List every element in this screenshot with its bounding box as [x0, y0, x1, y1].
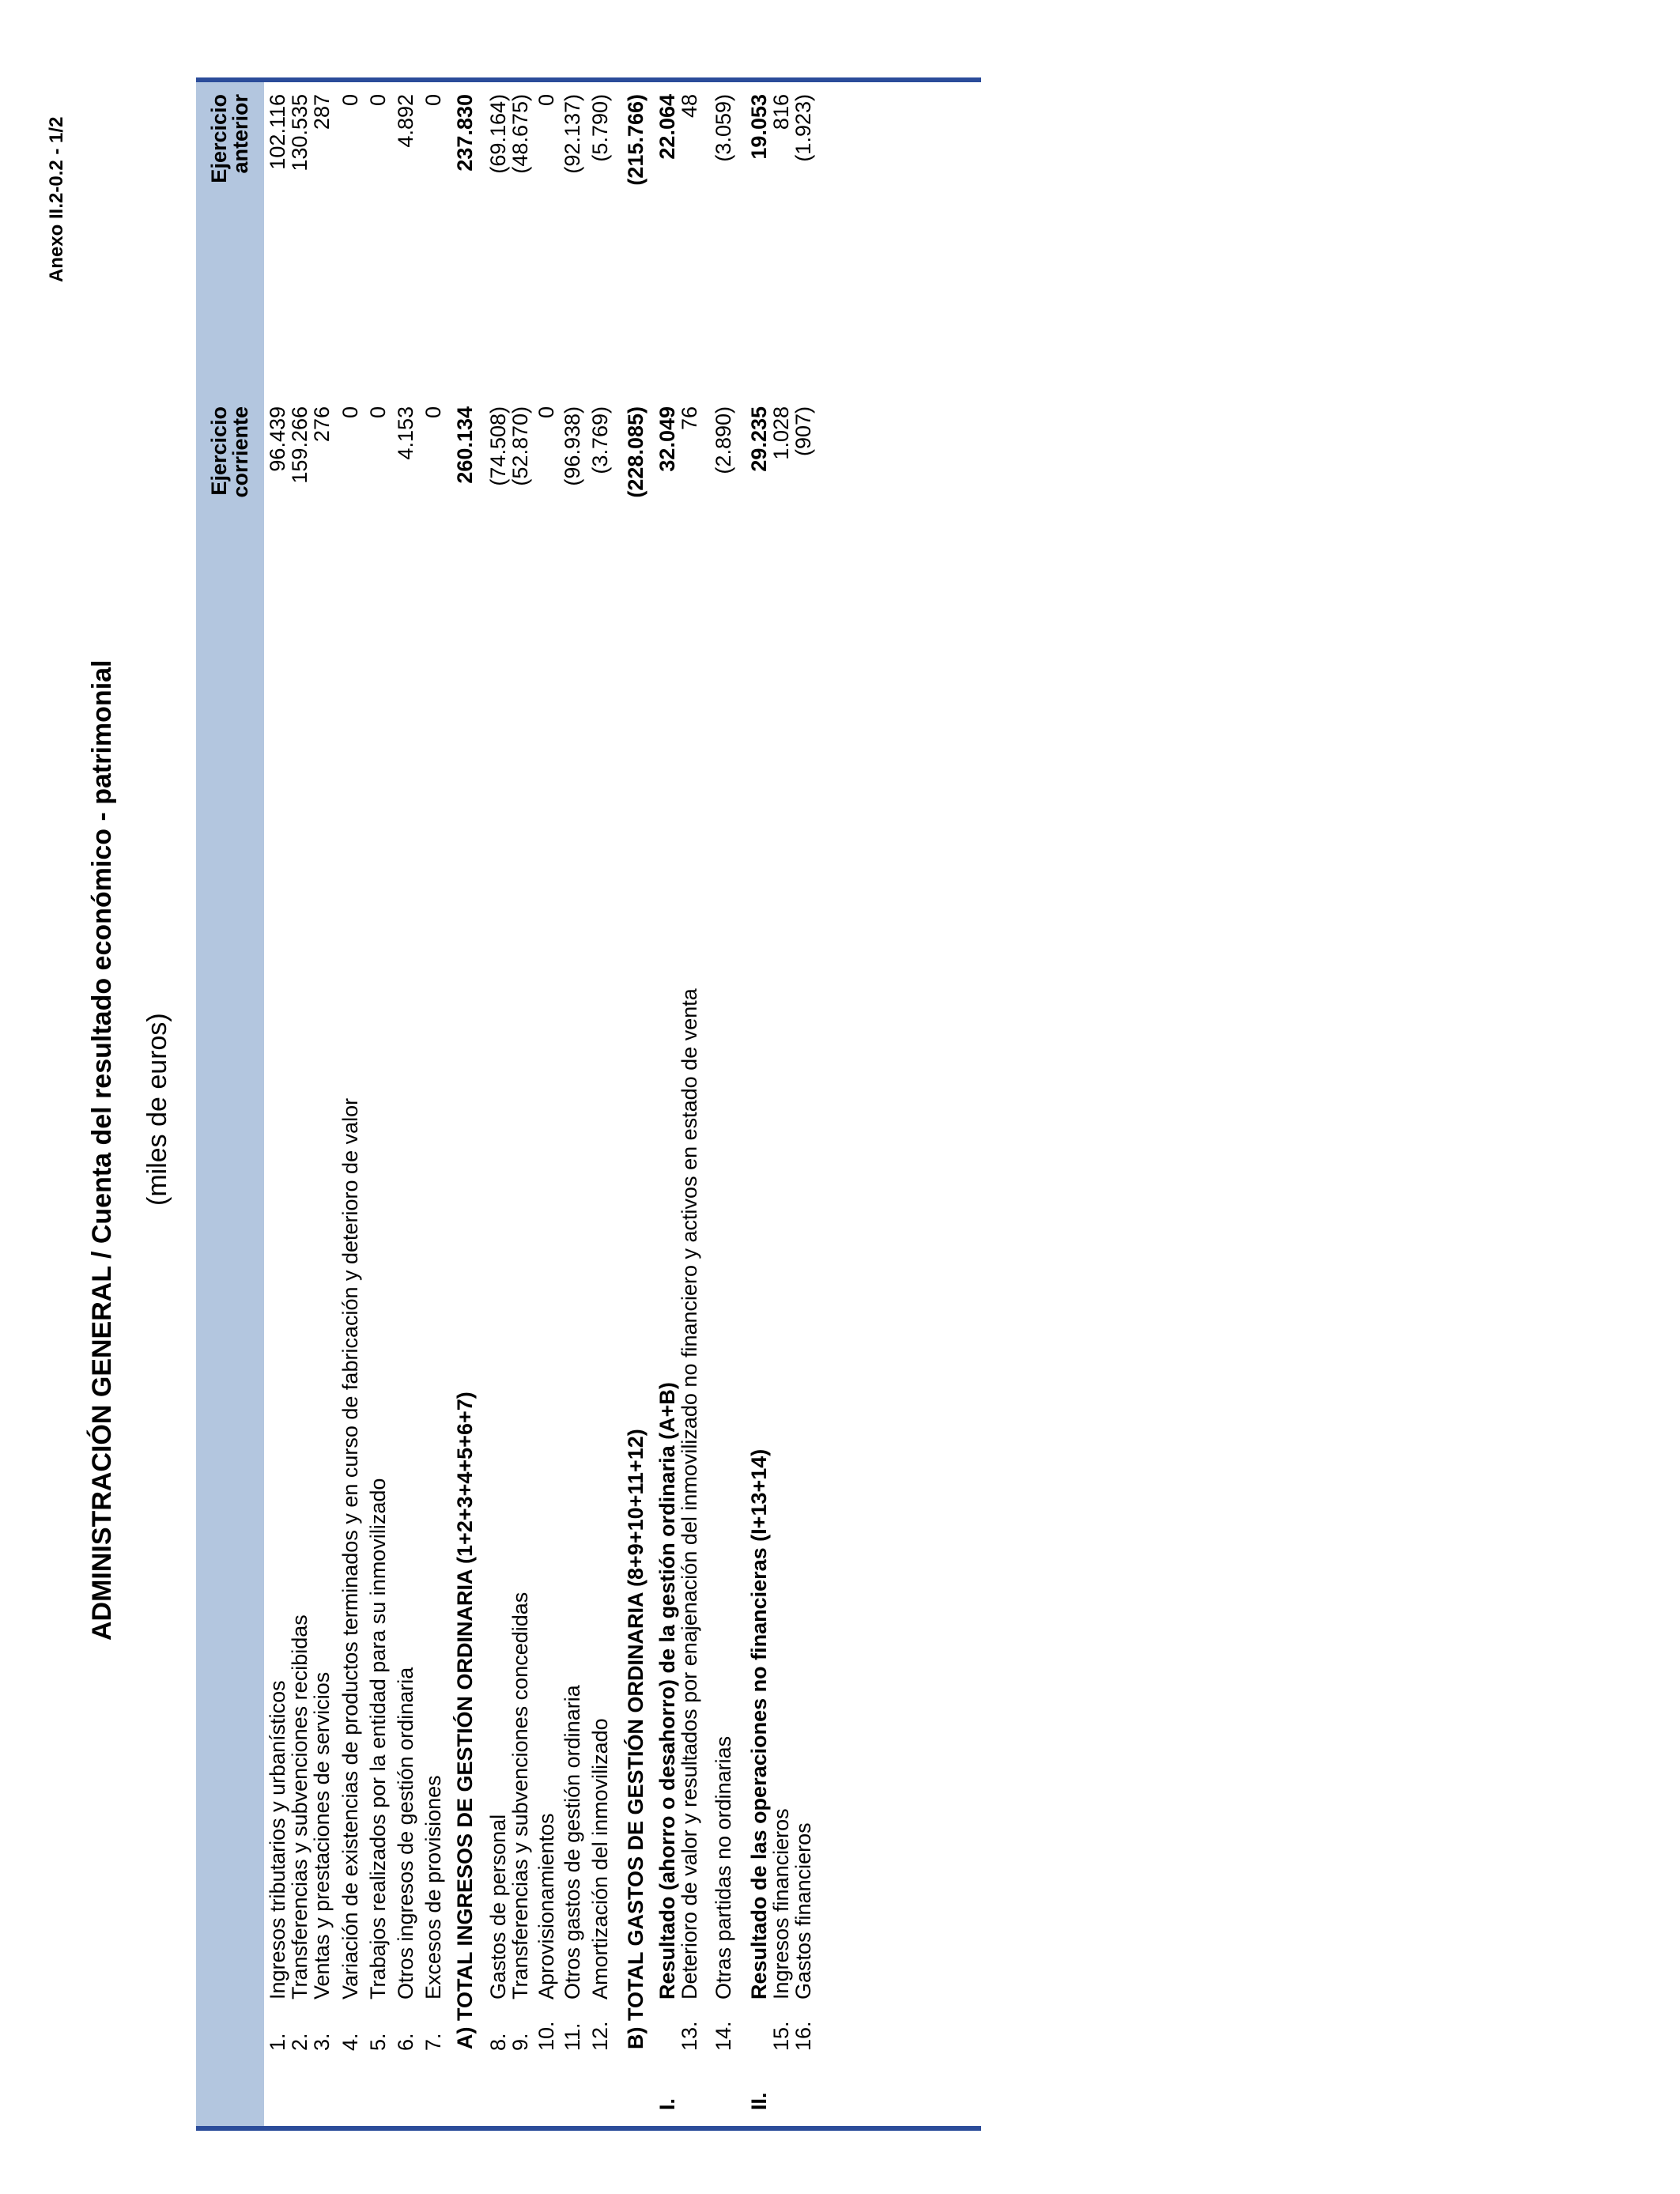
row-value-previous: 0	[338, 94, 362, 107]
row-number: 11.	[561, 2022, 584, 2051]
row-value-current: 76	[678, 406, 701, 431]
row-label: Otras partidas no ordinarias	[712, 1735, 735, 2000]
row-label: Otros ingresos de gestión ordinaria	[394, 1667, 417, 2000]
table-row	[587, 82, 613, 2126]
row-value-previous: 48	[678, 94, 701, 119]
row-value-current: 32.049	[655, 406, 679, 472]
units-subtitle: (miles de euros)	[142, 1013, 172, 1206]
table-row	[451, 82, 478, 2126]
row-number: 13.	[678, 2021, 701, 2051]
row-value-current: (228.085)	[624, 406, 647, 498]
row-value-current: 260.134	[453, 406, 477, 484]
table-row	[420, 82, 447, 2126]
table-header-band	[196, 82, 264, 2126]
row-label: Otros gastos de gestión ordinaria	[561, 1685, 584, 2000]
column-header-previous-line1: Ejercicio	[207, 94, 231, 183]
row-value-previous: (5.790)	[588, 94, 612, 162]
row-value-current: 0	[534, 406, 558, 419]
row-label: Resultado de las operaciones no financieras (I+13+14)	[747, 1448, 771, 2000]
row-number: 10.	[534, 2021, 558, 2051]
row-number: 16.	[791, 2021, 815, 2051]
row-number: 2.	[288, 2033, 311, 2051]
row-label: Deterioro de valor y resultados por enajenación del inmovilizado no financiero y activos en estado de venta	[678, 988, 701, 2000]
page-title: ADMINISTRACIÓN GENERAL / Cuenta del resultado económico - patrimonial	[87, 659, 117, 1641]
row-value-previous: (69.164)	[486, 94, 510, 174]
row-number: 9.	[508, 2033, 532, 2051]
table-row	[790, 82, 817, 2126]
row-label: Gastos financieros	[791, 1822, 815, 2000]
row-label: Ventas y prestaciones de servicios	[310, 1671, 334, 2000]
row-value-current: 4.153	[394, 406, 417, 460]
row-label: Trabajos realizados por la entidad para su inmovilizado	[366, 1478, 390, 2000]
row-value-previous: (215.766)	[624, 94, 647, 186]
row-value-current: (96.938)	[561, 406, 584, 486]
table-row	[507, 82, 534, 2126]
row-label: B) TOTAL GASTOS DE GESTIÓN ORDINARIA (8+9+10+11+12)	[624, 1429, 647, 2049]
row-number: 8.	[486, 2033, 510, 2051]
row-value-previous: (3.059)	[712, 94, 735, 162]
row-value-current: (74.508)	[486, 406, 510, 486]
table-row	[337, 82, 364, 2126]
row-label: Gastos de personal	[486, 1814, 510, 2000]
row-label: Resultado (ahorro o desahorro) de la gestión ordinaria (A+B)	[655, 1382, 679, 2000]
row-value-current: 96.439	[266, 406, 289, 472]
row-number: 4.	[338, 2033, 362, 2051]
row-value-previous: 102.116	[266, 94, 289, 170]
row-number: 3.	[310, 2033, 334, 2051]
row-value-previous: 130.535	[288, 94, 311, 172]
table-row	[308, 82, 335, 2126]
row-roman-numeral: II.	[747, 2092, 771, 2110]
row-value-current: 276	[310, 406, 334, 443]
row-value-previous: 237.830	[453, 94, 477, 172]
row-label: Aprovisionamientos	[534, 1813, 558, 2000]
row-value-current: (2.890)	[712, 406, 735, 474]
row-number: 1.	[266, 2033, 289, 2051]
row-value-previous: 4.892	[394, 94, 417, 148]
column-header-previous-line2: anterior	[228, 94, 252, 174]
row-value-current: (3.769)	[588, 406, 612, 474]
row-number: 14.	[712, 2021, 735, 2051]
row-value-current: 1.028	[769, 406, 793, 460]
row-label: Ingresos tributarios y urbanísticos	[266, 1680, 289, 2000]
row-number: 6.	[394, 2033, 417, 2051]
row-value-current: (907)	[791, 406, 815, 457]
row-value-previous: (1.923)	[791, 94, 815, 162]
row-value-previous: 19.053	[747, 94, 771, 160]
row-label: Excesos de provisiones	[421, 1775, 445, 2000]
row-label: Ingresos financieros	[769, 1808, 793, 2000]
row-value-previous: (92.137)	[561, 94, 584, 174]
table-row	[622, 82, 649, 2126]
column-header-current-line2: corriente	[228, 406, 252, 498]
row-number: 7.	[421, 2033, 445, 2051]
results-table	[196, 77, 981, 2131]
annex-reference: Anexo II.2-0.2 - 1/2	[46, 116, 67, 282]
column-header-current	[209, 406, 251, 525]
row-value-previous: (48.675)	[508, 94, 532, 174]
table-row	[533, 82, 560, 2126]
row-value-previous: 287	[310, 94, 334, 130]
row-label: Amortización del inmovilizado	[588, 1718, 612, 2000]
row-number: 15.	[769, 2021, 793, 2051]
row-value-current: 0	[421, 406, 445, 419]
column-header-previous	[209, 94, 251, 213]
row-value-current: 29.235	[747, 406, 771, 472]
table-row	[392, 82, 419, 2126]
row-value-previous: 0	[534, 94, 558, 107]
row-value-current: 159.266	[288, 406, 311, 484]
row-value-current: 0	[338, 406, 362, 419]
table-row	[364, 82, 391, 2126]
row-value-current: (52.870)	[508, 406, 532, 486]
row-value-previous: 0	[421, 94, 445, 107]
row-label: Transferencias y subvenciones concedidas	[508, 1592, 532, 2000]
row-value-previous: 0	[366, 94, 390, 107]
row-value-current: 0	[366, 406, 390, 419]
row-number: 5.	[366, 2033, 390, 2051]
row-roman-numeral: I.	[655, 2098, 679, 2110]
table-row	[676, 82, 703, 2126]
row-label: A) TOTAL INGRESOS DE GESTIÓN ORDINARIA (1+2+3+4+5+6+7)	[453, 1392, 477, 2049]
column-header-current-line1: Ejercicio	[207, 406, 231, 496]
row-value-previous: 22.064	[655, 94, 679, 160]
row-value-previous: 816	[769, 94, 793, 130]
row-number: 12.	[588, 2021, 612, 2051]
table-row	[710, 82, 737, 2126]
row-label: Variación de existencias de productos terminados y en curso de fabricación y deterioro de valor	[338, 1097, 362, 2000]
table-row	[559, 82, 586, 2126]
row-label: Transferencias y subvenciones recibidas	[288, 1614, 311, 2000]
